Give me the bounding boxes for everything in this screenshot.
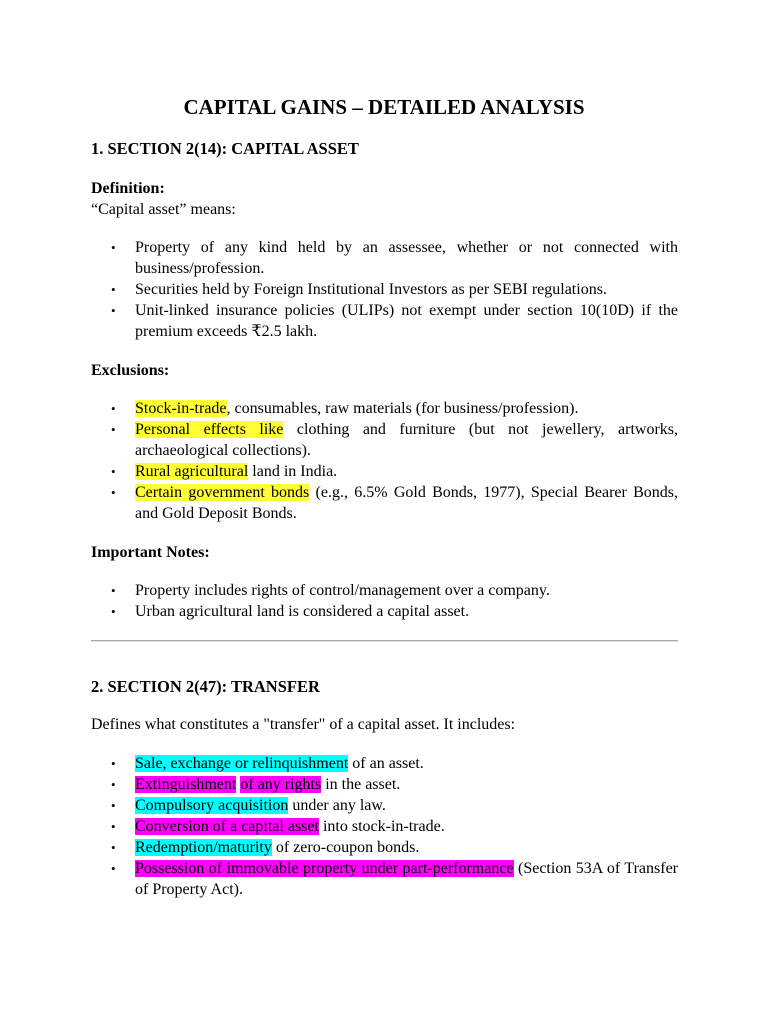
definition-list: [91, 237, 678, 342]
exclusions-label-block: [91, 360, 678, 381]
item-text: of zero-coupon bonds.: [271, 839, 420, 856]
list-item: [91, 398, 678, 419]
section-2-heading-block: [91, 676, 678, 697]
highlight-text: of any rights: [240, 776, 322, 793]
document-title: CAPITAL GAINS – DETAILED ANALYSIS: [183, 95, 585, 119]
section-2-heading: 2. SECTION 2(47): TRANSFER: [91, 677, 320, 696]
item-text: land in India.: [248, 463, 338, 480]
section-2-intro: Defines what constitutes a "transfer" of a capital asset. It includes:: [91, 716, 516, 733]
item-text: , consumables, raw materials (for business/profession).: [226, 400, 579, 417]
horizontal-divider: [91, 640, 678, 642]
list-item: • Securities held by Foreign Institutional Investors as per SEBI regulations.: [91, 279, 678, 300]
exclusions-list-block: [91, 398, 678, 524]
list-item: [91, 753, 678, 774]
list-item: [91, 482, 678, 524]
list-item: [91, 795, 678, 816]
section-1-heading-block: [91, 138, 678, 159]
definition-label: Definition:: [91, 180, 165, 197]
highlight-text: Possession of immovable property under part-performance: [135, 860, 514, 877]
notes-label-block: [91, 542, 678, 563]
highlight-text: Compulsory acquisition: [135, 797, 289, 814]
highlight-text: Personal effects like: [135, 421, 284, 438]
notes-list-block: [91, 580, 678, 622]
list-item: [91, 816, 678, 837]
highlight-text: Stock-in-trade: [135, 400, 227, 417]
transfer-list: [91, 753, 678, 900]
list-item: • Unit-linked insurance policies (ULIPs) not exempt under section 10(10D) if the premium exceeds ₹2.5 lakh.: [91, 300, 678, 342]
item-text: under any law.: [288, 797, 386, 814]
item-text: into stock-in-trade.: [318, 818, 445, 835]
exclusions-list: [91, 398, 678, 524]
item-text: clothing and furniture (but not jewellery, artworks, archaeological collections).: [135, 421, 678, 459]
notes-label: Important Notes:: [91, 544, 210, 561]
item-text: of an asset.: [348, 755, 424, 772]
item-text: (Section 53A of Transfer of Property Act).: [135, 860, 678, 898]
list-item: [91, 858, 678, 900]
definition-list-block: [91, 237, 678, 342]
highlight-text: Redemption/maturity: [135, 839, 272, 856]
transfer-list-block: [91, 753, 678, 900]
notes-list: [91, 580, 678, 622]
section-1-heading: 1. SECTION 2(14): CAPITAL ASSET: [91, 139, 359, 158]
highlight-text: Conversion of a capital asset: [135, 818, 319, 835]
section-2-intro-block: [91, 714, 678, 735]
list-item: • Urban agricultural land is considered a capital asset.: [91, 601, 678, 622]
list-item: [91, 461, 678, 482]
list-item: [91, 774, 678, 795]
highlight-text: Certain government bonds: [135, 484, 310, 501]
list-item: [91, 837, 678, 858]
highlight-text: Extinguishment: [135, 776, 237, 793]
list-item: [91, 419, 678, 461]
list-item: • Property includes rights of control/management over a company.: [91, 580, 678, 601]
item-text: in the asset.: [321, 776, 401, 793]
exclusions-label: Exclusions:: [91, 362, 170, 379]
definition-text: “Capital asset” means:: [91, 201, 236, 218]
highlight-text: Sale, exchange or relinquishment: [135, 755, 349, 772]
highlight-text: Rural agricultural: [135, 463, 249, 480]
list-item: • Property of any kind held by an assessee, whether or not connected with business/profession.: [91, 237, 678, 279]
definition-block: [91, 178, 678, 220]
item-text: (e.g., 6.5% Gold Bonds, 1977), Special Bearer Bonds, and Gold Deposit Bonds.: [135, 484, 679, 522]
